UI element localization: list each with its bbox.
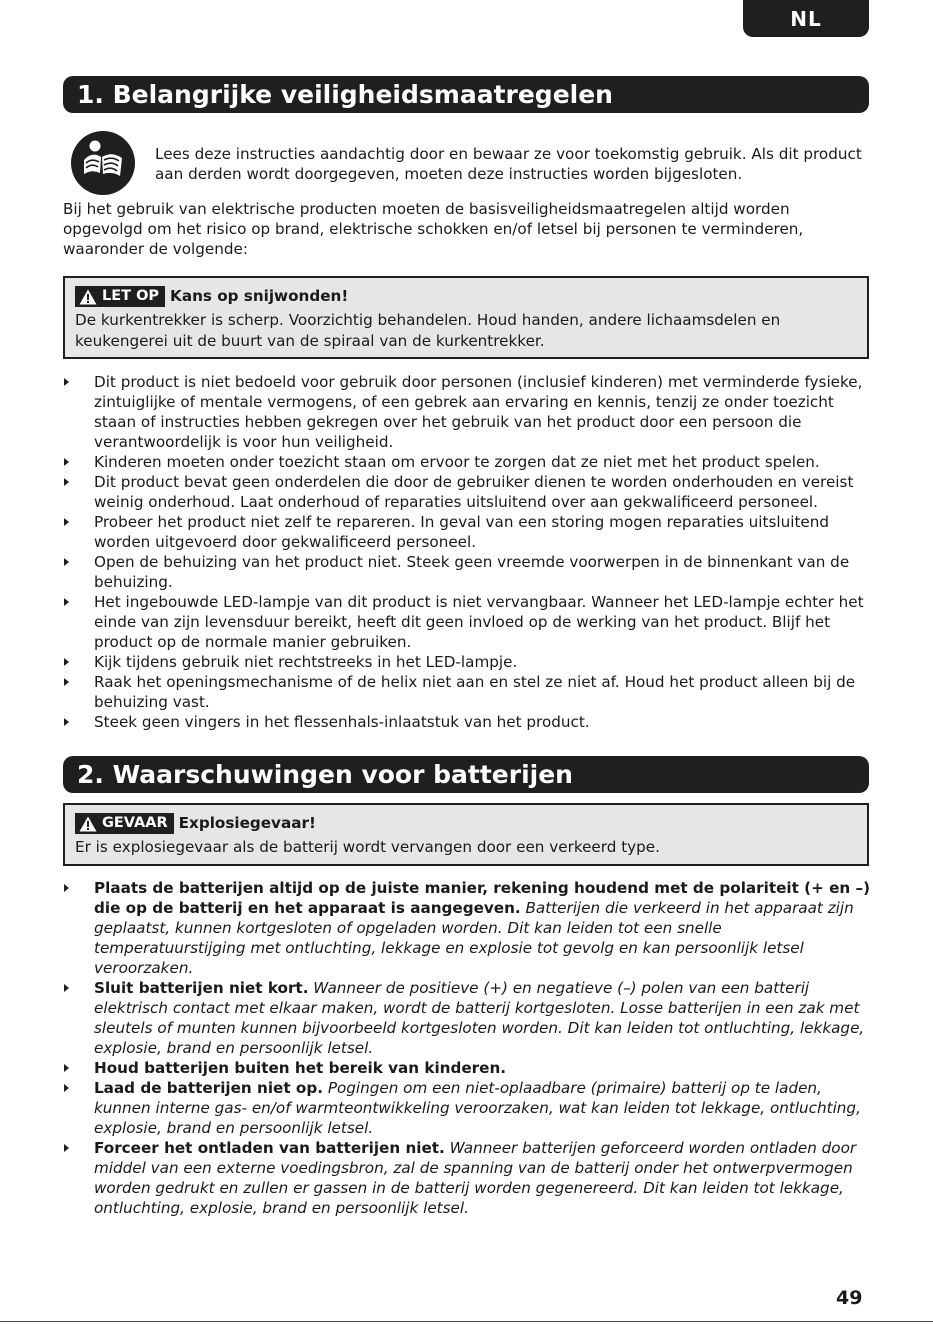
safety-paragraph: Bij het gebruik van elektrische producten moeten de basisveiligheidsmaatregelen altijd worden opgevolgd om het risico op brand, elektrische schokken en/of letsel bij personen te verminderen, waaronder de volgende: xyxy=(63,200,804,258)
caution-box xyxy=(63,276,869,359)
list-item: Houd batterijen buiten het bereik van kinderen. xyxy=(63,1058,871,1078)
list-item: Sluit batterijen niet kort. Wanneer de positieve (+) en negatieve (–) polen van een batterij elektrisch contact met elkaar maken, wordt de batterij kortgesloten. Losse batterijen in een zak met sleutels of munten kunnen bijvoorbeeld kortgesloten worden. Dit kan leiden tot ontluchting, lekkage, explosie, brand en persoonlijk letsel. xyxy=(63,978,871,1058)
battery-bullet-list xyxy=(63,878,871,1218)
bullet-marker-icon xyxy=(64,884,69,893)
list-item: Open de behuizing van het product niet. Steek geen vreemde voorwerpen in de binnenkant van de behuizing. xyxy=(63,552,871,592)
signal-word-danger xyxy=(75,813,174,834)
warning-triangle-icon xyxy=(79,816,97,832)
list-item: Laad de batterijen niet op. Pogingen om een niet-oplaadbare (primaire) batterij op te laden, kunnen interne gas- en/of warmteontwikkeling veroorzaken, wat kan leiden tot lekkage, ontluchting, explosie, brand en persoonlijk letsel. xyxy=(63,1078,871,1138)
list-item: Dit product bevat geen onderdelen die door de gebruiker dienen te worden onderhouden en vereist weinig onderhoud. Laat onderhoud of reparaties uitsluitend over aan gekwalificeerd personeel. xyxy=(63,472,871,512)
bullet-marker-icon xyxy=(64,598,69,607)
list-item: Kinderen moeten onder toezicht staan om ervoor te zorgen dat ze niet met het product spelen. xyxy=(63,452,871,472)
danger-header xyxy=(75,813,857,834)
hazard-title: Kans op snijwonden! xyxy=(170,287,349,305)
page-number: 49 xyxy=(836,1287,863,1309)
danger-text: Er is explosiegevaar als de batterij wordt vervangen door een verkeerd type. xyxy=(75,838,660,856)
bullet-marker-icon xyxy=(64,718,69,727)
section-title-batteries xyxy=(63,756,869,793)
safety-bullet-list xyxy=(63,372,871,732)
list-item: Plaats de batterijen altijd op de juiste manier, rekening houdend met de polariteit (+ en –) die op de batterij en het apparaat is aangegeven. Batterijen die verkeerd in het apparaat zijn geplaatst, kunnen kortgesloten of opgeladen worden. Dit kan leiden tot een snelle temperatuurstijging met ontluchting, lekkage en explosie tot gevolg en kan persoonlijk letsel veroorzaken. xyxy=(63,878,871,978)
warning-triangle-icon xyxy=(79,289,97,305)
bullet-marker-icon xyxy=(64,558,69,567)
list-item: Probeer het product niet zelf te repareren. In geval van een storing mogen reparaties uitsluitend worden uitgevoerd door gekwalificeerd personeel. xyxy=(63,512,871,552)
bullet-marker-icon xyxy=(64,518,69,527)
bullet-marker-icon xyxy=(64,658,69,667)
list-item: Kijk tijdens gebruik niet rechtstreeks in het LED-lampje. xyxy=(63,652,871,672)
language-tab: NL xyxy=(743,0,869,37)
list-item: Dit product is niet bedoeld voor gebruik door personen (inclusief kinderen) met verminderde fysieke, zintuiglijke of mentale vermogens, of een gebrek aan ervaring en kennis, tenzij ze onder toezicht staan of instructies hebben gekregen over het gebruik van het product door een persoon die verantwoordelijk is voor hun veiligheid. xyxy=(63,372,871,452)
bullet-marker-icon xyxy=(64,478,69,487)
section-title-text: 1. Belangrijke veiligheidsmaatregelen xyxy=(77,80,613,109)
bullet-marker-icon xyxy=(64,984,69,993)
list-item: Het ingebouwde LED-lampje van dit product is niet vervangbaar. Wanneer het LED-lampje echter het einde van zijn levensduur bereikt, heeft dit geen invloed op de werking van het product. Blijf het product op de normale manier gebruiken. xyxy=(63,592,871,652)
bullet-marker-icon xyxy=(64,1144,69,1153)
section-title-safety xyxy=(63,76,869,113)
signal-word-text: LET OP xyxy=(102,288,160,304)
caution-header xyxy=(75,286,857,307)
hazard-title: Explosiegevaar! xyxy=(178,814,316,832)
bottom-divider xyxy=(0,1321,933,1322)
list-item: Steek geen vingers in het flessenhals-inlaatstuk van het product. xyxy=(63,712,871,732)
bullet-marker-icon xyxy=(64,1064,69,1073)
caution-text: De kurkentrekker is scherp. Voorzichtig behandelen. Houd handen, andere lichaamsdelen en keukengerei uit de buurt van de spiraal van de kurkentrekker. xyxy=(75,311,781,350)
list-item: Raak het openingsmechanisme of de helix niet aan en stel ze niet af. Houd het product alleen bij de behuizing vast. xyxy=(63,672,871,712)
signal-word-caution xyxy=(75,286,165,307)
bullet-marker-icon xyxy=(64,678,69,687)
bullet-marker-icon xyxy=(64,458,69,467)
intro-text: Lees deze instructies aandachtig door en bewaar ze voor toekomstig gebruik. Als dit product aan derden wordt doorgegeven, moeten deze instructies worden bijgesloten. xyxy=(155,145,862,183)
danger-box xyxy=(63,803,869,866)
section-title-text: 2. Waarschuwingen voor batterijen xyxy=(77,760,573,789)
bullet-marker-icon xyxy=(64,378,69,387)
list-item: Forceer het ontladen van batterijen niet. Wanneer batterijen geforceerd worden ontladen door middel van een externe voedingsbron, zal de spanning van de batterij onder het ontwerpvermogen worden gedrukt en zullen er gassen in de batterij worden gegenereerd. Dit kan leiden tot lekkage, ontluchting, explosie, brand en persoonlijk letsel. xyxy=(63,1138,871,1218)
read-manual-icon xyxy=(70,130,136,196)
bullet-marker-icon xyxy=(64,1084,69,1093)
signal-word-text: GEVAAR xyxy=(102,815,168,831)
